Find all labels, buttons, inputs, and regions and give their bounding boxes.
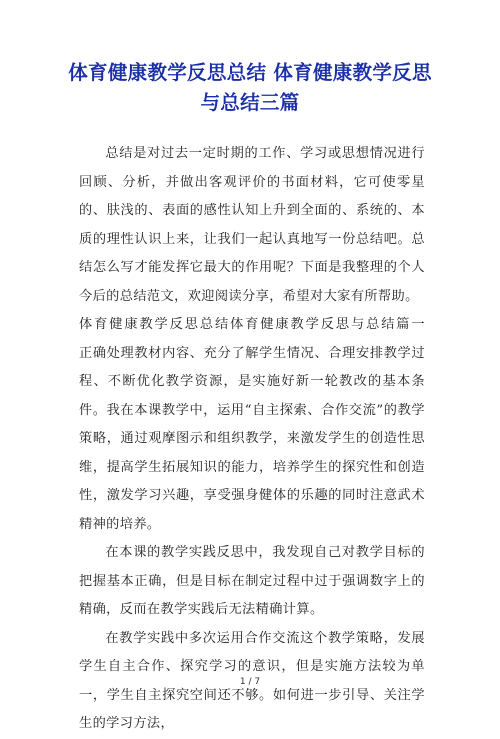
document-title: 体育健康教学反思总结 体育健康教学反思与总结三篇 [68,61,432,114]
paragraph-section-one: 体育健康教学反思总结体育健康教学反思与总结篇一 正确处理教材内容、充分了解学生情况、合理安排教学过程、不断优化教学资源，是实施好新一轮教改的基本条件。我在本课教学中，运用“自主探索、合作交流”的教学策略，通过观摩图示和组织教学，来激发学生的创造性思维，提高学生拓展知识的能力，培养学生的探究性和创造性，激发学习兴趣，享受强身健体的乐趣的同时注意武术精神的培养。 [79,317,453,532]
document-body [79,140,453,739]
page-number: 1 / 7 [239,677,261,687]
paragraph-practice: 在教学实践中多次运用合作交流这个教学策略，发展学生自主合作、探究学习的意识，但是实施方法较为单一，学生自主探究空间还不够。如何进一步引导、关注学生的学习方法， [79,630,425,731]
paragraph-reflection: 在本课的教学实践反思中，我发现自己对教学目标的把握基本正确，但是目标在制定过程中过于强调数字上的精确，反而在教学实践后无法精确计算。 [79,545,425,617]
paragraph-intro: 总结是对过去一定时期的工作、学习或思想情况进行回顾、分析，并做出客观评价的书面材料，它可使零星的、肤浅的、表面的感性认知上升到全面的、系统的、本质的理性认识上来，让我们一起认真地写一份总结吧。总结怎么写才能发挥它最大的作用呢？下面是我整理的个人今后的总结范文，欢迎阅读分享，希望对大家有所帮助。 [79,146,425,304]
